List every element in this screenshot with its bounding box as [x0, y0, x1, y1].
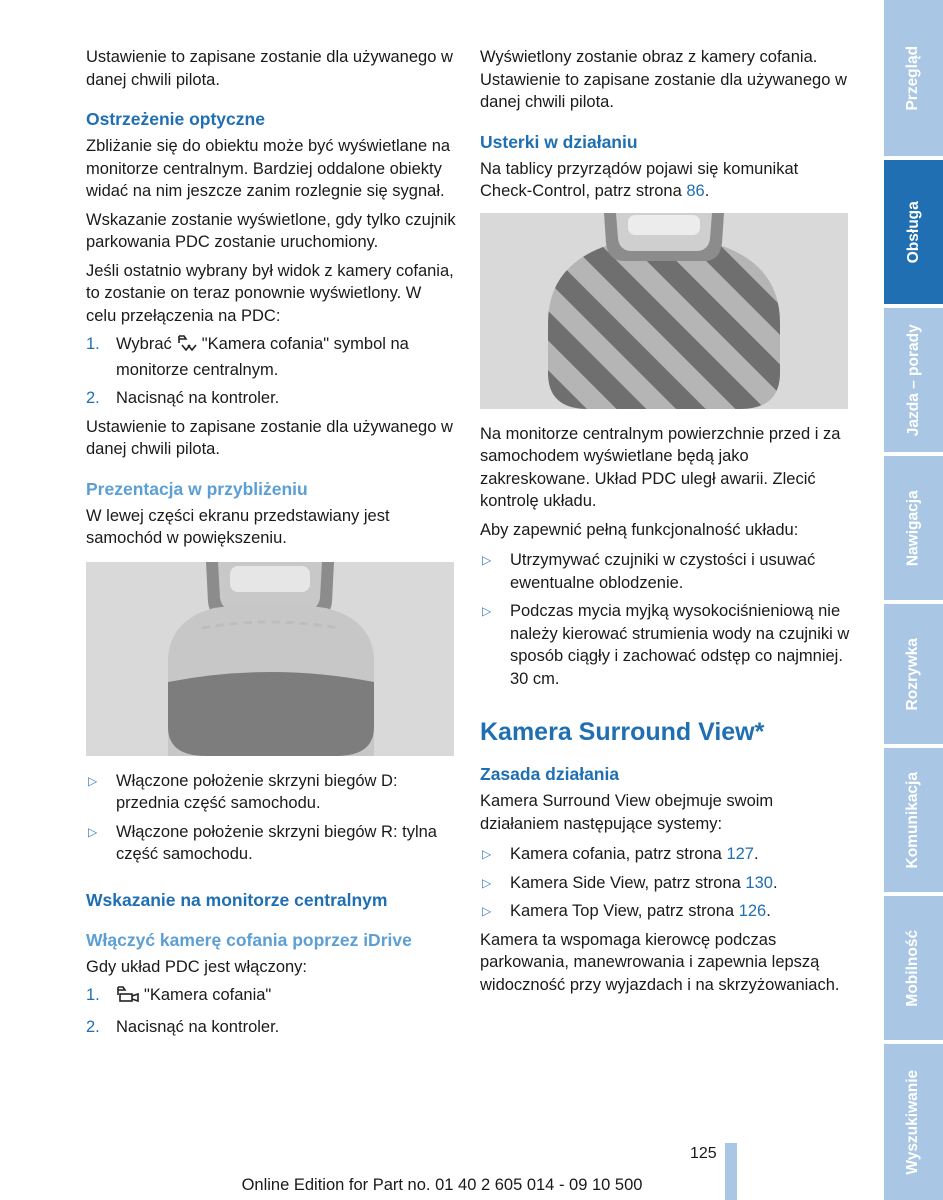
- paragraph: Kamera Surround View obejmuje swoim działaniem następujące systemy:: [480, 792, 774, 833]
- list-item: [480, 549, 850, 594]
- triangle-bullet-icon: ▷: [88, 824, 98, 839]
- triangle-bullet-icon: ▷: [482, 604, 492, 618]
- page-link[interactable]: 127: [726, 845, 754, 863]
- bullet-end: .: [766, 902, 771, 920]
- tab-jazda-porady[interactable]: [884, 308, 943, 452]
- pdc-fault-illustration: [480, 213, 848, 409]
- list-item: [86, 333, 456, 381]
- bullet-text: Podczas mycia myjką wysokociśnieniową nie należy kierować strumienia wody na czujniki w sposób ciągły i zachować odstęp co najmniej. 30 cm.: [510, 602, 850, 688]
- list-item: [480, 900, 850, 923]
- triangle-bullet-icon: ▷: [482, 904, 492, 918]
- paragraph: Kamera ta wspomaga kierowcę podczas parkowania, manewrowania i zapewnia lepszą widoczność przy wyjazdach i na skrzyżowaniach.: [480, 930, 840, 994]
- heading-surround-view: Kamera Surround View*: [480, 718, 765, 746]
- pdc-zoom-figure: [86, 562, 454, 756]
- list-item: [86, 984, 456, 1010]
- step-text: "Kamera cofania" symbol na monitorze centralnym.: [116, 335, 409, 379]
- list-item: [480, 872, 850, 895]
- triangle-bullet-icon: ▷: [482, 847, 492, 861]
- paragraph: Wskazanie zostanie wyświetlone, gdy tylko czujnik parkowania PDC zostanie uruchomiony.: [86, 210, 456, 251]
- triangle-bullet-icon: ▷: [482, 553, 492, 567]
- steps-list: [86, 333, 456, 410]
- paragraph: Aby zapewnić pełną funkcjonalność układu:: [480, 520, 799, 539]
- tab-obsluga[interactable]: [884, 160, 943, 304]
- tab-label: Mobilność: [904, 929, 922, 1007]
- tab-mobilnosc[interactable]: [884, 896, 943, 1040]
- pdc-zoom-illustration: [86, 562, 454, 756]
- step-text: Nacisnąć na kontroler.: [116, 389, 280, 407]
- paragraph: Wyświetlony zostanie obraz z kamery cofania. Ustawienie to zapisane zostanie dla używanego w danej chwili pilota.: [480, 48, 847, 111]
- bullet-text: Kamera Side View, patrz strona: [510, 873, 741, 892]
- page-number: 125: [690, 1145, 717, 1162]
- paragraph: Ustawienie to zapisane zostanie dla używanego w danej chwili pilota.: [86, 417, 453, 458]
- bullet-text: Kamera Top View, patrz strona: [510, 902, 735, 920]
- triangle-bullet-icon: ▷: [88, 773, 98, 788]
- paragraph: Gdy układ PDC jest włączony:: [86, 957, 308, 976]
- step-number: 2.: [86, 1017, 100, 1036]
- paragraph-text: Na tablicy przyrządów pojawi się komunikat Check-Control, patrz strona: [480, 159, 799, 200]
- systems-bullets: [480, 843, 850, 923]
- bullet-text: Utrzymywać czujniki w czystości i usuwać ewentualne oblodzenie.: [510, 551, 816, 592]
- heading-zoom-view: Prezentacja w przybliżeniu: [86, 478, 308, 499]
- tab-label: Nawigacja: [904, 490, 922, 566]
- bullet-text: Kamera cofania, patrz strona: [510, 845, 722, 863]
- left-column: [86, 46, 456, 1044]
- paragraph: Zbliżanie się do obiektu może być wyświetlane na monitorze centralnym. Bardziej oddalone obiekty widać na nim jeszcze zanim rozlegnie się sygnał.: [86, 137, 451, 200]
- tab-label: Komunikacja: [904, 771, 922, 869]
- heading-idrive: Włączyć kamerę cofania poprzez iDrive: [86, 929, 412, 950]
- rear-camera-menu-icon: [116, 985, 140, 1010]
- list-item: [86, 821, 456, 866]
- step-number: 1.: [86, 986, 100, 1004]
- footer-edition: Online Edition for Part no. 01 40 2 605 014 - 09 10 500: [241, 1176, 643, 1194]
- list-item: [86, 387, 456, 410]
- bullet-end: .: [772, 873, 778, 892]
- rear-camera-icon: [176, 334, 198, 359]
- tab-nawigacja[interactable]: [884, 456, 943, 600]
- bullet-end: .: [753, 845, 759, 863]
- bullet-text: Włączone położenie skrzyni biegów D: przednia część samochodu.: [116, 771, 398, 812]
- paragraph: Jeśli ostatnio wybrany był widok z kamery cofania, to zostanie on teraz ponownie wyświetlony. W celu przełączenia na PDC:: [86, 261, 454, 325]
- tab-label: Rozrywka: [904, 637, 922, 711]
- list-item: [86, 770, 456, 815]
- right-column: [480, 46, 850, 1002]
- triangle-bullet-icon: ▷: [482, 875, 492, 890]
- paragraph: Ustawienie to zapisane zostanie dla używanego w danej chwili pilota.: [86, 48, 453, 89]
- gear-bullets: [86, 770, 456, 866]
- heading-principle: Zasada działania: [480, 764, 620, 784]
- heading-faults: Usterki w działaniu: [480, 131, 638, 152]
- heading-optical-warning: Ostrzeżenie optyczne: [86, 109, 265, 129]
- paragraph: Na monitorze centralnym powierzchnie przed i za samochodem wyświetlane będą jako zakreskowane. Układ PDC uległ awarii. Zlecić kontrolę układu.: [480, 424, 841, 510]
- page-link[interactable]: 126: [738, 902, 767, 920]
- heading-central-monitor: Wskazanie na monitorze centralnym: [86, 889, 388, 910]
- paragraph: W lewej części ekranu przedstawiany jest samochód w powiększeniu.: [86, 506, 390, 547]
- paragraph-text: .: [704, 182, 710, 200]
- tab-przeglad[interactable]: [884, 0, 943, 156]
- step-text: Wybrać: [116, 335, 172, 353]
- step-number: 2.: [86, 389, 100, 407]
- tab-label: Jazda – porady: [904, 324, 922, 436]
- list-item: [86, 1016, 456, 1039]
- chapter-sidebar: [884, 0, 943, 1200]
- list-item: [480, 843, 850, 866]
- bullet-text: Włączone położenie skrzyni biegów R: tylna część samochodu.: [116, 822, 437, 863]
- pdc-fault-figure: [480, 213, 848, 409]
- care-bullets: [480, 549, 850, 690]
- step-text: "Kamera cofania": [144, 986, 272, 1004]
- steps-list: [86, 984, 456, 1038]
- tab-label: Wyszukiwanie: [904, 1069, 922, 1175]
- step-text: Nacisnąć na kontroler.: [116, 1017, 280, 1036]
- tab-komunikacja[interactable]: [884, 748, 943, 892]
- tab-rozrywka[interactable]: [884, 604, 943, 744]
- paragraph: [480, 158, 850, 203]
- tab-label: Obsługa: [904, 200, 922, 264]
- list-item: [480, 600, 850, 690]
- step-number: 1.: [86, 335, 100, 353]
- page-link[interactable]: 130: [745, 873, 773, 892]
- tab-wyszukiwanie[interactable]: [884, 1044, 943, 1200]
- page-link[interactable]: 86: [686, 182, 705, 200]
- tab-label: Przegląd: [904, 45, 922, 111]
